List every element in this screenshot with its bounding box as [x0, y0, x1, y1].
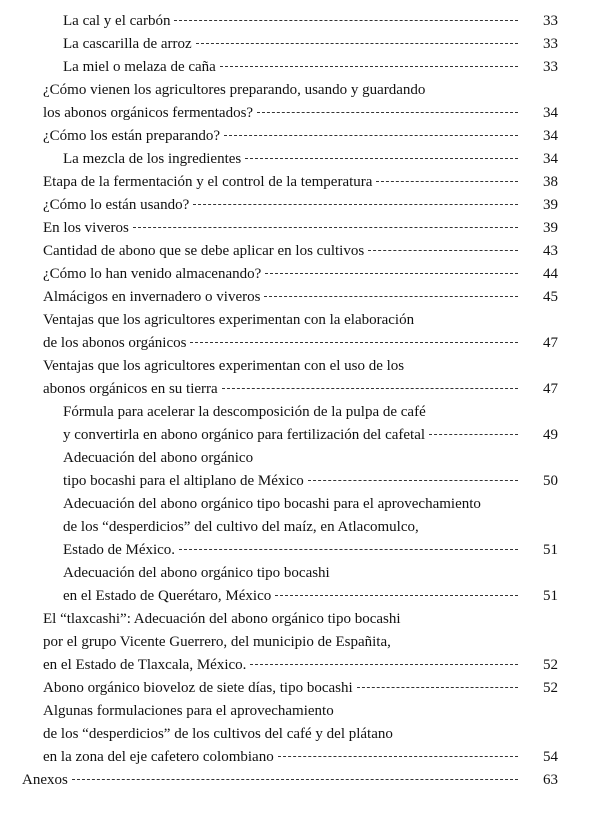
toc-entry-line — [0, 447, 600, 470]
toc-page-number: 49 — [543, 427, 558, 443]
toc-page-number: 38 — [543, 174, 558, 190]
toc-entry-title: ¿Cómo lo han venido almacenando? — [43, 266, 262, 282]
toc-entry-title: En los viveros — [43, 220, 129, 236]
dot-leader — [278, 756, 518, 757]
toc-entry-line — [0, 608, 600, 631]
toc-entry-line — [0, 309, 600, 332]
toc-entry-line — [0, 263, 600, 286]
dot-leader — [308, 480, 518, 481]
dot-leader — [193, 204, 518, 205]
toc-page-number: 34 — [543, 105, 558, 121]
toc-entry-title: Algunas formulaciones para el aprovechamiento — [43, 703, 334, 719]
toc-entry-title: Adecuación del abono orgánico — [63, 450, 254, 466]
toc-entry-line — [0, 171, 600, 194]
toc-page-number: 50 — [543, 473, 558, 489]
toc-entry-line — [0, 424, 600, 447]
toc-entry-title: Almácigos en invernadero o viveros — [43, 289, 261, 305]
toc-entry-title: Abono orgánico bioveloz de siete días, tipo bocashi — [43, 680, 353, 696]
toc-entry-line — [0, 585, 600, 608]
toc-entry-line — [0, 286, 600, 309]
dot-leader — [376, 181, 518, 182]
toc-page-number: 45 — [543, 289, 558, 305]
toc-entry-line — [0, 240, 600, 263]
toc-entry-title: y convertirla en abono orgánico para fertilización del cafetal — [63, 427, 426, 443]
toc-entry-title: los abonos orgánicos fermentados? — [43, 105, 254, 121]
toc-entry-title: Etapa de la fermentación y el control de la temperatura — [43, 174, 373, 190]
dot-leader — [429, 434, 518, 435]
toc-entry-line — [0, 562, 600, 585]
toc-page-number: 33 — [543, 59, 558, 75]
toc-entry-title: Fórmula para acelerar la descomposición de la pulpa de café — [63, 404, 426, 420]
toc-entry-title: en el Estado de Querétaro, México — [63, 588, 272, 604]
toc-entry-title: ¿Cómo lo están usando? — [43, 197, 190, 213]
toc-entry-title: La cal y el carbón — [63, 13, 171, 29]
dot-leader — [357, 687, 518, 688]
dot-leader — [368, 250, 518, 251]
dot-leader — [224, 135, 518, 136]
toc-page-number: 47 — [543, 335, 558, 351]
toc-entry-line — [0, 10, 600, 33]
dot-leader — [174, 20, 518, 21]
toc-page-number: 44 — [543, 266, 558, 282]
toc-entry-title: de los abonos orgánicos — [43, 335, 187, 351]
toc-page-number: 33 — [543, 13, 558, 29]
toc-page-number: 33 — [543, 36, 558, 52]
toc-entry-line — [0, 700, 600, 723]
dot-leader — [275, 595, 518, 596]
toc-entry-title: tipo bocashi para el altiplano de México — [63, 473, 304, 489]
toc-entry-title: Adecuación del abono orgánico tipo bocashi — [63, 565, 330, 581]
toc-entry-line — [0, 355, 600, 378]
toc-entry-title: Cantidad de abono que se debe aplicar en los cultivos — [43, 243, 365, 259]
toc-entry-title: abonos orgánicos en su tierra — [43, 381, 218, 397]
toc-entry-line — [0, 79, 600, 102]
toc-entry-line — [0, 746, 600, 769]
dot-leader — [265, 273, 518, 274]
toc-page-number: 54 — [543, 749, 558, 765]
toc-entry-title: por el grupo Vicente Guerrero, del municipio de Españita, — [43, 634, 391, 650]
toc-page-number: 52 — [543, 680, 558, 696]
toc-entry-title: ¿Cómo los están preparando? — [43, 128, 221, 144]
toc-entry-title: ¿Cómo vienen los agricultores preparando, usando y guardando — [43, 82, 426, 98]
toc-page-number: 34 — [543, 128, 558, 144]
toc-page-number: 63 — [543, 772, 558, 788]
toc-page-number: 51 — [543, 588, 558, 604]
toc-entry-line — [0, 723, 600, 746]
toc-entry-line — [0, 539, 600, 562]
toc-entry-title: Ventajas que los agricultores experimentan con el uso de los — [43, 358, 405, 374]
toc-page-number: 52 — [543, 657, 558, 673]
toc-page-number: 51 — [543, 542, 558, 558]
dot-leader — [196, 43, 518, 44]
toc-entry-title: de los “desperdicios” del cultivo del maíz, en Atlacomulco, — [63, 519, 419, 535]
toc-entry-line — [0, 401, 600, 424]
toc-entry-title: de los “desperdicios” de los cultivos del café y del plátano — [43, 726, 393, 742]
toc-entry-line — [0, 56, 600, 79]
dot-leader — [257, 112, 518, 113]
dot-leader — [222, 388, 518, 389]
dot-leader — [133, 227, 518, 228]
dot-leader — [72, 779, 518, 780]
dot-leader — [264, 296, 518, 297]
toc-entry-line — [0, 769, 600, 792]
toc-entry-title: Ventajas que los agricultores experimentan con la elaboración — [43, 312, 415, 328]
toc-entry-title: Estado de México. — [63, 542, 176, 558]
dot-leader — [190, 342, 518, 343]
toc-entry-title: en el Estado de Tlaxcala, México. — [43, 657, 247, 673]
toc-entry-title: en la zona del eje cafetero colombiano — [43, 749, 274, 765]
toc-entry-line — [0, 493, 600, 516]
toc-page-number: 47 — [543, 381, 558, 397]
table-of-contents — [0, 10, 600, 792]
dot-leader — [250, 664, 518, 665]
toc-entry-line — [0, 102, 600, 125]
toc-entry-line — [0, 148, 600, 171]
toc-entry-line — [0, 677, 600, 700]
toc-entry-line — [0, 33, 600, 56]
dot-leader — [220, 66, 518, 67]
toc-entry-line — [0, 125, 600, 148]
toc-entry-title: El “tlaxcashi”: Adecuación del abono orgánico tipo bocashi — [43, 611, 401, 627]
dot-leader — [245, 158, 518, 159]
dot-leader — [179, 549, 518, 550]
toc-entry-line — [0, 654, 600, 677]
toc-entry-line — [0, 631, 600, 654]
toc-entry-title: La cascarilla de arroz — [63, 36, 192, 52]
toc-page-number: 39 — [543, 197, 558, 213]
toc-entry-title: La miel o melaza de caña — [63, 59, 216, 75]
toc-entry-line — [0, 194, 600, 217]
toc-entry-line — [0, 470, 600, 493]
toc-entry-title: Adecuación del abono orgánico tipo bocashi para el aprovechamiento — [63, 496, 481, 512]
toc-entry-line — [0, 516, 600, 539]
toc-page-number: 39 — [543, 220, 558, 236]
toc-page-number: 43 — [543, 243, 558, 259]
toc-entry-line — [0, 217, 600, 240]
toc-entry-line — [0, 378, 600, 401]
toc-entry-title: Anexos — [22, 772, 68, 788]
toc-page-number: 34 — [543, 151, 558, 167]
toc-entry-line — [0, 332, 600, 355]
toc-entry-title: La mezcla de los ingredientes — [63, 151, 242, 167]
